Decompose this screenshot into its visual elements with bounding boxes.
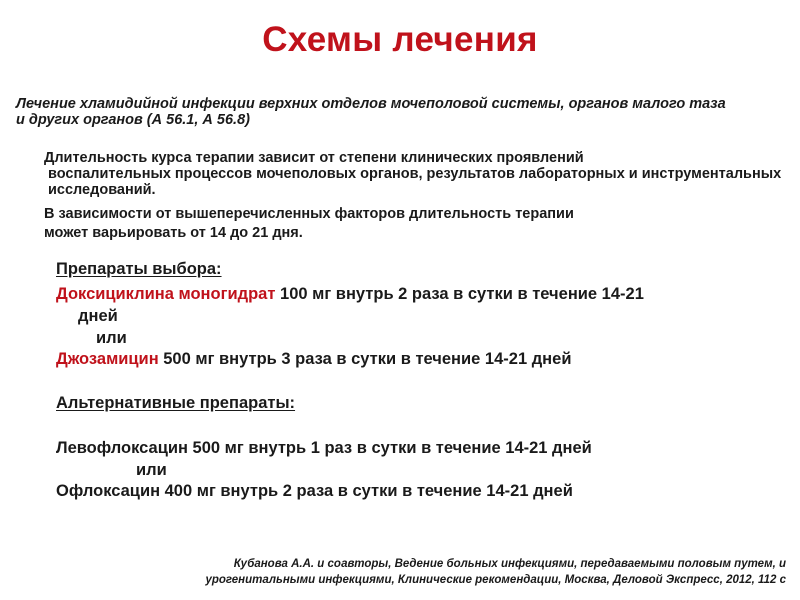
doxycycline-dosage: 100 мг внутрь 2 раза в сутки в течение 14-21 xyxy=(275,285,644,303)
spacer xyxy=(56,370,796,394)
or-separator-2: или xyxy=(136,461,167,479)
citation-line-2: урогенитальными инфекциями, Клинические рекомендации, Москва, Деловой Экспресс, 2012, 112 с xyxy=(205,574,786,586)
variation-paragraph xyxy=(44,206,784,244)
doxycycline-continuation: дней xyxy=(78,307,118,325)
citation-line-1: Кубанова А.А. и соавторы, Ведение больных инфекциями, передаваемыми половым путем, и xyxy=(233,558,786,570)
intro-line-1: Лечение хламидийной инфекции верхних отделов мочеполовой системы, органов малого таза xyxy=(16,96,726,112)
slide-title: Схемы лечения xyxy=(262,20,538,59)
josamycin-dosage: 500 мг внутрь 3 раза в сутки в течение 14-21 дней xyxy=(158,350,572,368)
duration-paragraph xyxy=(44,150,784,198)
ofloxacin-line: Офлоксацин 400 мг внутрь 2 раза в сутки в течение 14-21 дней xyxy=(56,482,573,500)
drugs-of-choice-heading: Препараты выбора: xyxy=(56,260,222,278)
spacer xyxy=(56,418,796,438)
doxycycline-line xyxy=(56,284,796,305)
josamycin-line xyxy=(56,349,796,370)
alternative-drugs-heading: Альтернативные препараты: xyxy=(56,394,296,412)
josamycin-name: Джозамицин xyxy=(56,350,159,368)
intro-line-2: и других органов (А 56.1, А 56.8) xyxy=(16,112,250,128)
intro-heading xyxy=(16,96,786,128)
citation-footer xyxy=(110,556,786,588)
or-separator-1: или xyxy=(96,329,127,347)
levofloxacin-line: Левофлоксацин 500 мг внутрь 1 раз в сутки в течение 14-21 дней xyxy=(56,439,592,457)
doxycycline-name: Доксициклина моногидрат xyxy=(56,285,276,303)
variation-line-2: может варьировать от 14 до 21 дня. xyxy=(44,225,303,241)
duration-rest: воспалительных процессов мочеполовых органов, результатов лабораторных и инструментальных исследований. xyxy=(48,166,782,198)
drugs-section xyxy=(56,260,796,502)
duration-first-line: Длительность курса терапии зависит от степени клинических проявлений xyxy=(44,150,584,166)
variation-line-1: В зависимости от вышеперечисленных факторов длительность терапии xyxy=(44,206,574,222)
